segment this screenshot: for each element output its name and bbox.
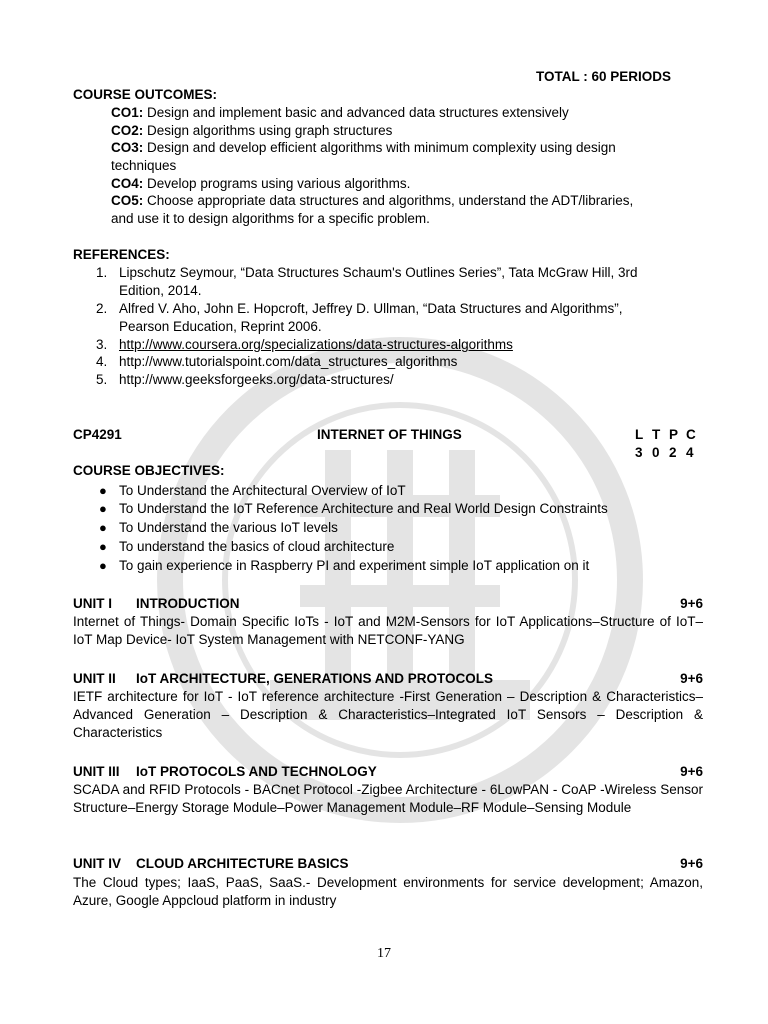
outcome-text: Design algorithms using graph structures <box>147 123 393 138</box>
reference-number: 3. <box>96 337 108 352</box>
ltpc-label: P <box>669 427 679 442</box>
page-number: 17 <box>377 946 391 961</box>
unit-title: INTRODUCTION <box>136 596 240 611</box>
reference-number: 1. <box>96 265 108 280</box>
reference-text: Pearson Education, Reprint 2006. <box>119 319 322 334</box>
objective-text: To Understand the Architectural Overview of IoT <box>119 483 406 498</box>
objective-text: To Understand the IoT Reference Architecture and Real World Design Constraints <box>119 501 608 516</box>
outcome-label: CO3: <box>111 140 144 155</box>
unit-hours: 9+6 <box>680 596 703 611</box>
course-outcome-item <box>111 122 392 140</box>
reference-text: http://www.geeksforgeeks.org/data-structures/ <box>119 372 394 387</box>
ltpc-value: 3 <box>635 445 643 460</box>
objective-text: To Understand the various IoT levels <box>119 520 338 535</box>
unit-hours: 9+6 <box>680 856 703 871</box>
unit-body: IETF architecture for IoT - IoT reference architecture -First Generation – Description & Characteristics–Advanced Generation – Description & Characteristics–Integrated IoT Sensors – Description & Characteristics <box>73 689 703 740</box>
course-outcome-item <box>111 104 569 122</box>
unit-title: IoT ARCHITECTURE, GENERATIONS AND PROTOCOLS <box>136 671 494 686</box>
objective-text: To understand the basics of cloud architecture <box>119 539 395 554</box>
ltpc-labels <box>635 426 705 444</box>
bullet-icon: ● <box>99 520 107 535</box>
reference-number: 5. <box>96 372 108 387</box>
outcome-label: CO1: <box>111 105 144 120</box>
course-outcome-item <box>111 175 410 193</box>
bullet-icon: ● <box>99 558 107 573</box>
course-objectives-heading: COURSE OBJECTIVES: <box>73 463 225 478</box>
unit-number: UNIT III <box>73 764 120 779</box>
course-outcome-item <box>111 139 616 157</box>
unit-body: Internet of Things- Domain Specific IoTs - IoT and M2M-Sensors for IoT Applications–Structure of IoT– IoT Map Device- IoT System Management with NETCONF-YANG <box>73 614 703 647</box>
reference-number: 2. <box>96 301 108 316</box>
bullet-icon: ● <box>99 501 107 516</box>
references-heading: REFERENCES: <box>73 247 170 262</box>
ltpc-label: T <box>652 427 661 442</box>
unit-number: UNIT I <box>73 596 112 611</box>
unit-number: UNIT II <box>73 671 116 686</box>
ltpc-label: C <box>686 427 696 442</box>
reference-text: Alfred V. Aho, John E. Hopcroft, Jeffrey D. Ullman, “Data Structures and Algorithms”, <box>119 301 623 316</box>
bullet-icon: ● <box>99 483 107 498</box>
reference-link-coursera[interactable]: http://www.coursera.org/specializations/data-structures-algorithms <box>119 337 513 352</box>
reference-text: http://www.tutorialspoint.com/data_structures_algorithms <box>119 354 458 369</box>
outcome-continuation: and use it to design algorithms for a specific problem. <box>111 211 430 226</box>
objective-text: To gain experience in Raspberry PI and experiment simple IoT application on it <box>119 558 590 573</box>
unit-body: The Cloud types; IaaS, PaaS, SaaS.- Development environments for service development; Amazon, Azure, Google Appcloud platform in industry <box>73 875 703 908</box>
ltpc-label: L <box>635 427 644 442</box>
course-outcomes-heading: COURSE OUTCOMES: <box>73 87 218 102</box>
ltpc-value: 4 <box>686 445 694 460</box>
ltpc-values <box>635 444 705 462</box>
bullet-icon: ● <box>99 539 107 554</box>
outcome-text: Develop programs using various algorithms. <box>147 176 411 191</box>
course-outcome-item <box>111 192 633 210</box>
ltpc-value: 2 <box>669 445 677 460</box>
outcome-continuation: techniques <box>111 158 177 173</box>
unit-title: IoT PROTOCOLS AND TECHNOLOGY <box>136 764 377 779</box>
unit-number: UNIT IV <box>73 856 122 871</box>
outcome-label: CO4: <box>111 176 144 191</box>
outcome-text: Design and develop efficient algorithms with minimum complexity using design <box>147 140 616 155</box>
unit-title: CLOUD ARCHITECTURE BASICS <box>136 856 349 871</box>
reference-text: Edition, 2014. <box>119 283 202 298</box>
course-title: INTERNET OF THINGS <box>317 427 462 442</box>
total-periods: TOTAL : 60 PERIODS <box>536 69 672 84</box>
reference-number: 4. <box>96 354 108 369</box>
unit-hours: 9+6 <box>680 671 703 686</box>
ltpc-value: 0 <box>652 445 660 460</box>
outcome-text: Choose appropriate data structures and algorithms, understand the ADT/libraries, <box>147 193 634 208</box>
reference-text: Lipschutz Seymour, “Data Structures Schaum's Outlines Series”, Tata McGraw Hill, 3rd <box>119 265 638 280</box>
course-code: CP4291 <box>73 427 122 442</box>
outcome-label: CO2: <box>111 123 144 138</box>
unit-hours: 9+6 <box>680 764 703 779</box>
unit-body: SCADA and RFID Protocols - BACnet Protocol -Zigbee Architecture - 6LowPAN - CoAP -Wireless Sensor Structure–Energy Storage Module–Power Management Module–RF Module–Sensing Module <box>73 782 703 815</box>
outcome-label: CO5: <box>111 193 144 208</box>
outcome-text: Design and implement basic and advanced data structures extensively <box>147 105 569 120</box>
